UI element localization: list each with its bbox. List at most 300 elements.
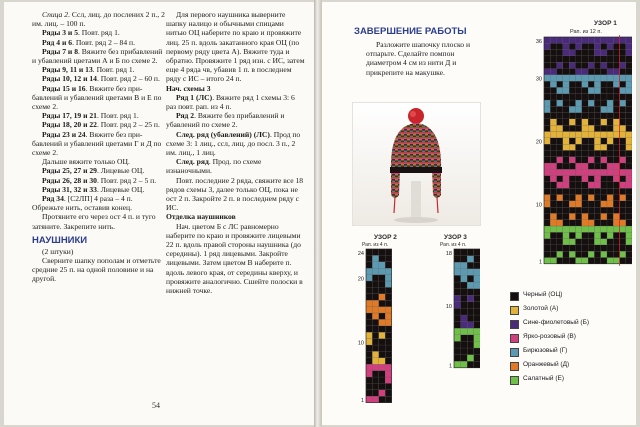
chart-cell [385, 377, 391, 383]
chart-cell [569, 87, 575, 93]
hat-illustration [353, 103, 480, 225]
chart-cell [550, 50, 556, 56]
chart-cell [588, 75, 594, 81]
col1-text-run: . Повт. ряд 2 – 60 п. [96, 74, 160, 84]
chart-cell [601, 81, 607, 87]
chart-cell [601, 106, 607, 112]
chart-cell [582, 169, 588, 175]
chart-cell [379, 281, 385, 287]
chart-cell [601, 195, 607, 201]
chart-cell [601, 176, 607, 182]
chart-cell [557, 157, 563, 163]
chart-cell [550, 169, 556, 175]
chart-cell [467, 275, 474, 282]
chart-cell [379, 358, 385, 364]
chart-cell [607, 245, 613, 251]
chart-cell [366, 377, 372, 383]
chart-cell [626, 125, 632, 131]
col1-paragraph [32, 111, 166, 120]
chart-cell [576, 106, 582, 112]
chart-cell [594, 75, 600, 81]
chart-cell [576, 245, 582, 251]
chart-cell [569, 169, 575, 175]
chart-cell [607, 176, 613, 182]
chart-cell [626, 138, 632, 144]
chart-row-label: 30 [535, 76, 542, 83]
chart-cell [613, 169, 619, 175]
chart-cell [576, 188, 582, 194]
chart-cell [569, 132, 575, 138]
legend-label: Черный (ОЦ) [523, 291, 563, 298]
chart-cell [544, 125, 550, 131]
chart-cell [557, 75, 563, 81]
chart-cell [594, 106, 600, 112]
chart-cell [613, 119, 619, 125]
chart-cell [550, 87, 556, 93]
chart-cell [366, 262, 372, 268]
chart-cell [588, 220, 594, 226]
chart-cell [588, 226, 594, 232]
chart-cell [563, 119, 569, 125]
chart-cell [607, 62, 613, 68]
chart-cell [582, 213, 588, 219]
chart-cell [607, 144, 613, 150]
chart-cell [569, 213, 575, 219]
chart-cell [620, 43, 626, 49]
chart-cell [366, 255, 372, 261]
legend-item [510, 332, 632, 346]
chart-cell [379, 364, 385, 370]
chart-cell [601, 132, 607, 138]
chart-cell [385, 262, 391, 268]
chart-cell [594, 213, 600, 219]
chart-cell [379, 326, 385, 332]
chart-cell [601, 43, 607, 49]
chart-cell [620, 113, 626, 119]
chart-cell [544, 226, 550, 232]
chart-cell [379, 383, 385, 389]
col2-paragraph [166, 176, 306, 213]
chart-cell [461, 289, 468, 296]
chart-cell [620, 176, 626, 182]
chart-cell [557, 100, 563, 106]
chart-cell [594, 188, 600, 194]
chart-cell [613, 232, 619, 238]
chart-cell [626, 176, 632, 182]
chart-cell [379, 307, 385, 313]
chart-cell [594, 169, 600, 175]
chart-cell [550, 138, 556, 144]
chart-cell [372, 268, 378, 274]
chart-cell [569, 69, 575, 75]
col1-text-run: Ряды 18, 20 и 22 [42, 120, 97, 130]
chart-cell [594, 100, 600, 106]
chart-cell [613, 207, 619, 213]
chart-cell [607, 150, 613, 156]
chart-cell [626, 169, 632, 175]
chart-cell [454, 361, 461, 368]
chart-cell [454, 328, 461, 335]
chart-cell [461, 302, 468, 309]
col2-text-run: След. ряд [176, 157, 209, 167]
chart-cell [569, 239, 575, 245]
chart-cell [607, 201, 613, 207]
chart-cell [607, 163, 613, 169]
chart-cell [569, 176, 575, 182]
col2-text-run: Ряд 1 (ЛС) [176, 92, 213, 102]
finishing-text: Разложите шапочку плоско и отпарьте. Сделайте помпон диаметром 4 см из нити Д и прикрепите на макушке. [366, 40, 471, 77]
chart-cell [461, 308, 468, 315]
chart-cell [626, 56, 632, 62]
right-column [166, 10, 306, 295]
chart-cell [366, 326, 372, 332]
chart-cell [557, 176, 563, 182]
legend-label: Сине-фиолетовый (Б) [523, 319, 590, 326]
chart-cell [594, 62, 600, 68]
chart-cell [601, 157, 607, 163]
chart-cell [461, 249, 468, 256]
chart1-title: УЗОР 1 [594, 20, 617, 27]
chart-cell [379, 396, 385, 402]
col2-text-run: Для первого наушника выверните шапку налицо и обычными спицами нитью ОЦ наберите по краю и провяжите лиц. 25 п. вдоль закатанного края ОЦ (по первому ряду цвета А). Вяжите туда и обратно. Провяжите 1 ряд изн. с ИС, затем еще 4 ряда чв, убавив 1 п. в последнем ряду с ИС – итого 24 п. [166, 10, 305, 84]
chart-cell [582, 144, 588, 150]
chart-cell [626, 201, 632, 207]
chart-cell [454, 322, 461, 329]
chart-cell [544, 81, 550, 87]
chart-cell [550, 43, 556, 49]
chart-cell [601, 62, 607, 68]
legend-swatch [510, 292, 519, 301]
chart-cell [626, 150, 632, 156]
chart-cell [454, 282, 461, 289]
chart-cell [582, 201, 588, 207]
chart-cell [588, 119, 594, 125]
chart-cell [366, 268, 372, 274]
chart-cell [544, 220, 550, 226]
chart-cell [569, 144, 575, 150]
chart-cell [454, 348, 461, 355]
chart-cell [379, 262, 385, 268]
col1-text-run: Ряды 15 и 16 [42, 83, 86, 93]
chart-cell [544, 195, 550, 201]
chart-cell [557, 125, 563, 131]
chart-cell [461, 282, 468, 289]
chart-cell [626, 245, 632, 251]
legend-item [510, 304, 632, 318]
chart-cell [366, 371, 372, 377]
col1-paragraph [32, 65, 166, 74]
chart-cell [613, 37, 619, 43]
chart-cell [620, 213, 626, 219]
col1-text-run: Ряды 10, 12 и 14 [42, 74, 97, 84]
chart-cell [576, 150, 582, 156]
chart-cell [620, 37, 626, 43]
legend-swatch [510, 376, 519, 385]
chart-cell [454, 256, 461, 263]
chart-cell [613, 251, 619, 257]
chart-cell [379, 390, 385, 396]
chart-cell [563, 50, 569, 56]
chart-cell [563, 176, 569, 182]
chart-cell [626, 213, 632, 219]
chart-cell [626, 106, 632, 112]
chart-cell [372, 339, 378, 345]
chart-cell [563, 157, 569, 163]
chart-cell [576, 195, 582, 201]
chart-cell [550, 94, 556, 100]
chart-cell [601, 213, 607, 219]
chart-cell [588, 188, 594, 194]
chart-cell [366, 287, 372, 293]
chart-cell [620, 106, 626, 112]
chart-cell [582, 50, 588, 56]
chart-cell [379, 268, 385, 274]
chart-cell [461, 295, 468, 302]
col1-text-run: . Лицевые ОЦ. [96, 184, 145, 194]
chart-cell [607, 50, 613, 56]
chart-cell [569, 37, 575, 43]
chart-cell [576, 43, 582, 49]
chart-row-label: 10 [445, 303, 452, 310]
chart-cell [385, 326, 391, 332]
chart-cell [569, 251, 575, 257]
chart-cell [379, 294, 385, 300]
col2-paragraph [166, 130, 306, 158]
chart-cell [620, 132, 626, 138]
chart-cell [563, 56, 569, 62]
chart-cell [563, 258, 569, 264]
chart-cell [385, 255, 391, 261]
chart-cell [557, 81, 563, 87]
chart-cell [366, 383, 372, 389]
chart-cell [385, 287, 391, 293]
chart-cell [550, 125, 556, 131]
chart-cell [461, 315, 468, 322]
chart-cell [569, 94, 575, 100]
chart-cell [613, 87, 619, 93]
chart-cell [601, 138, 607, 144]
legend-item [510, 346, 632, 360]
chart-cell [385, 364, 391, 370]
chart-cell [594, 176, 600, 182]
chart-cell [385, 383, 391, 389]
chart-cell [372, 300, 378, 306]
chart-cell [588, 195, 594, 201]
chart-cell [582, 188, 588, 194]
chart-cell [569, 157, 575, 163]
chart-cell [557, 232, 563, 238]
ears-intro: Сверните шапку пополам и отметьте средние 25 п. на одной половине и на другой. [32, 256, 161, 284]
chart-cell [626, 87, 632, 93]
chart-cell [379, 275, 385, 281]
col1-paragraph [32, 212, 166, 230]
chart-cell [607, 220, 613, 226]
chart-cell [557, 213, 563, 219]
chart-cell [385, 390, 391, 396]
chart-cell [550, 69, 556, 75]
chart-cell [588, 176, 594, 182]
col1-paragraph [32, 120, 166, 129]
chart-cell [620, 232, 626, 238]
legend-label: Бирюзовый (Г) [523, 347, 568, 354]
chart-cell [379, 287, 385, 293]
chart-cell [569, 195, 575, 201]
chart-cell [557, 220, 563, 226]
chart-cell [544, 62, 550, 68]
col1-paragraph [32, 74, 166, 83]
chart-cell [467, 315, 474, 322]
chart-cell [594, 56, 600, 62]
chart-cell [576, 226, 582, 232]
chart-cell [474, 322, 480, 329]
chart-cell [372, 287, 378, 293]
chart-cell [550, 220, 556, 226]
chart-cell [576, 163, 582, 169]
chart-row-label: 20 [535, 139, 542, 146]
chart-cell [620, 163, 626, 169]
chart-cell [626, 43, 632, 49]
chart-cell [582, 56, 588, 62]
chart-cell [601, 113, 607, 119]
col2-text-run: Ряд 2 [176, 111, 195, 121]
chart-cell [588, 163, 594, 169]
chart-cell [550, 239, 556, 245]
chart-cell [613, 258, 619, 264]
chart-cell [550, 182, 556, 188]
chart-cell [544, 50, 550, 56]
chart-cell [576, 258, 582, 264]
chart-cell [467, 348, 474, 355]
chart-cell [379, 371, 385, 377]
chart-cell [372, 332, 378, 338]
chart-cell [582, 220, 588, 226]
chart-cell [372, 377, 378, 383]
chart-cell [576, 87, 582, 93]
chart-row-label: 10 [535, 202, 542, 209]
chart-cell [594, 37, 600, 43]
chart-cell [620, 125, 626, 131]
col2-text-run: Нач. схемы 3 [166, 83, 211, 93]
chart-cell [474, 249, 480, 256]
chart-cell [379, 300, 385, 306]
chart-cell [588, 169, 594, 175]
chart-cell [582, 37, 588, 43]
chart-cell [576, 176, 582, 182]
chart-cell [461, 335, 468, 342]
chart-cell [474, 262, 480, 269]
legend-swatch [510, 362, 519, 371]
chart-cell [601, 258, 607, 264]
chart-cell [544, 258, 550, 264]
chart-cell [582, 150, 588, 156]
col1-paragraph [32, 10, 166, 28]
chart-cell [601, 207, 607, 213]
pattern-chart-3 [440, 247, 480, 369]
chart-cell [588, 138, 594, 144]
chart-cell [563, 232, 569, 238]
chart-cell [626, 75, 632, 81]
chart-cell [582, 132, 588, 138]
col1-text-run: . Вяжите без прибавлений и убавлений цветами В и Е по схеме 2. [32, 83, 162, 112]
chart-cell [467, 355, 474, 362]
chart-cell [620, 144, 626, 150]
chart-cell [544, 239, 550, 245]
chart-cell [544, 144, 550, 150]
chart-cell [588, 94, 594, 100]
chart-cell [582, 87, 588, 93]
chart-cell [569, 106, 575, 112]
chart-cell [601, 201, 607, 207]
chart-cell [626, 207, 632, 213]
chart-cell [454, 289, 461, 296]
chart-cell [557, 163, 563, 169]
chart-cell [474, 282, 480, 289]
chart-cell [563, 37, 569, 43]
chart-cell [366, 339, 372, 345]
chart-cell [557, 69, 563, 75]
chart-cell [607, 213, 613, 219]
book-gutter [314, 0, 322, 427]
chart-cell [372, 390, 378, 396]
chart-cell [613, 245, 619, 251]
chart-cell [626, 251, 632, 257]
chart-cell [620, 75, 626, 81]
chart-cell [544, 94, 550, 100]
chart-cell [613, 81, 619, 87]
chart-cell [594, 87, 600, 93]
col1-text-run: Ряды 9, 11 и 13 [42, 65, 93, 75]
chart-cell [467, 322, 474, 329]
col1-paragraph [32, 84, 166, 112]
col2-paragraph [166, 84, 306, 93]
chart-cell [385, 345, 391, 351]
chart-cell [582, 125, 588, 131]
chart-cell [372, 351, 378, 357]
chart-cell [626, 220, 632, 226]
chart-cell [563, 150, 569, 156]
chart-cell [588, 182, 594, 188]
chart-cell [626, 113, 632, 119]
chart-cell [601, 169, 607, 175]
chart-cell [601, 182, 607, 188]
chart-cell [557, 62, 563, 68]
chart-cell [620, 169, 626, 175]
chart-cell [563, 220, 569, 226]
chart-cell [569, 56, 575, 62]
chart-cell [613, 150, 619, 156]
chart-cell [626, 232, 632, 238]
chart-cell [461, 361, 468, 368]
chart-cell [607, 169, 613, 175]
chart-cell [582, 207, 588, 213]
chart-cell [569, 220, 575, 226]
chart-cell [582, 182, 588, 188]
chart-cell [550, 213, 556, 219]
chart-cell [582, 163, 588, 169]
chart-cell [607, 195, 613, 201]
chart-cell [372, 307, 378, 313]
chart-cell [366, 319, 372, 325]
chart-cell [620, 69, 626, 75]
chart-cell [461, 256, 468, 263]
chart-cell [594, 182, 600, 188]
col1-text-run: Ряды 26, 28 и 30 [42, 175, 97, 185]
chart-cell [620, 251, 626, 257]
chart-cell [454, 275, 461, 282]
chart-cell [550, 144, 556, 150]
col2-text-run: Нач. цветом Б с ЛС равномерно наберите по краю и провяжите лицевыми 22 п. вдоль правой стороны наушника (до середины). 1 ряд лицевыми. Закройте лицевыми. Затем цветом В наберите п. вдоль левого края, от середины кверху, и провяжите аналогично. Сшейте полоски в нижней точке. [166, 221, 303, 296]
chart-cell [594, 239, 600, 245]
